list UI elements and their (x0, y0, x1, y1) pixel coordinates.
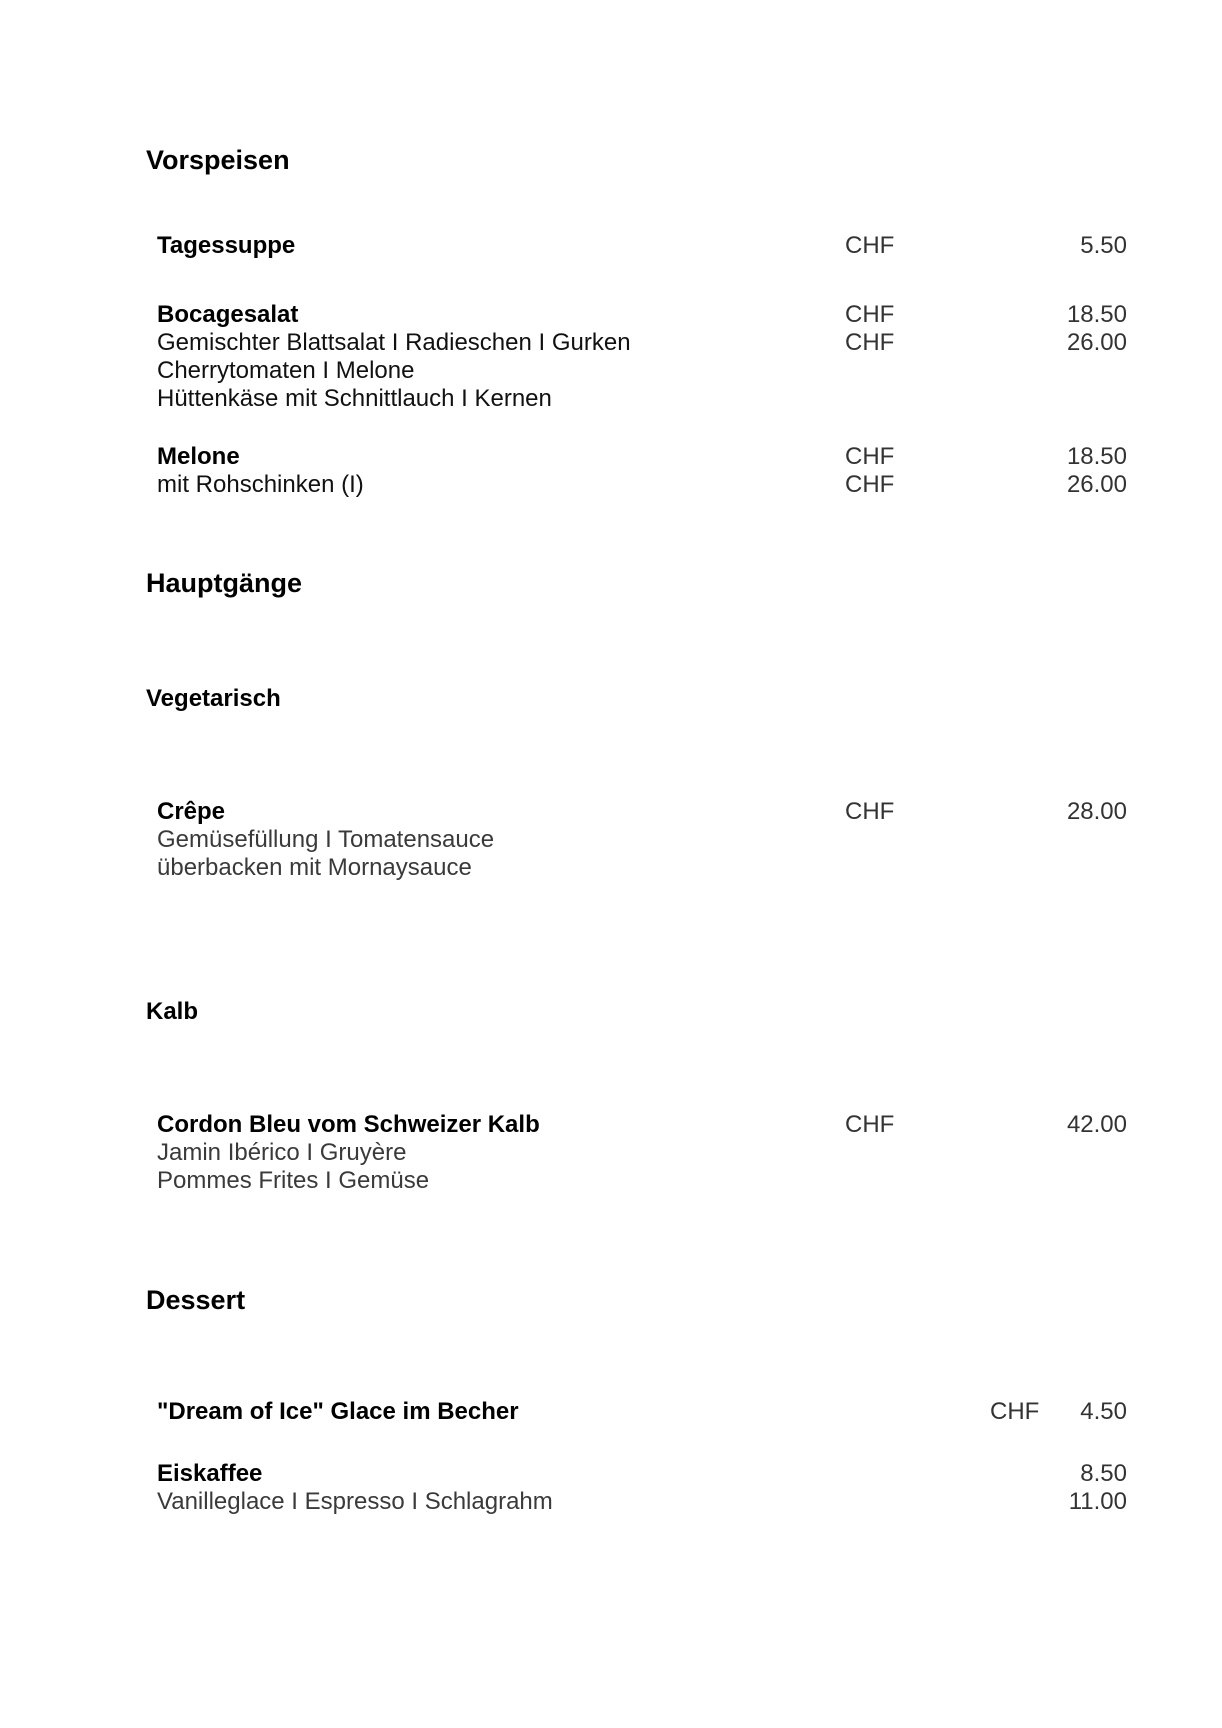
subsection-title-kalb: Kalb (146, 998, 199, 1025)
item-price: 8.50 (1080, 1460, 1127, 1487)
menu-item-eiskaffee (157, 1460, 1127, 1516)
item-description: Pommes Frites I Gemüse (157, 1167, 430, 1194)
item-description: mit Rohschinken (I) (157, 471, 364, 498)
item-currency: CHF (845, 443, 895, 470)
item-currency: CHF (845, 301, 895, 328)
subsection-title-vegetarisch: Vegetarisch (146, 685, 281, 712)
item-description: Gemüsefüllung I Tomatensauce (157, 826, 495, 853)
section-title-hauptgaenge: Hauptgänge (146, 568, 303, 598)
item-name: Melone (157, 443, 240, 470)
item-name: Bocagesalat (157, 301, 299, 328)
item-name: Cordon Bleu vom Schweizer Kalb (157, 1111, 540, 1138)
item-price: 4.50 (1080, 1398, 1127, 1425)
item-currency-large: CHF (845, 329, 895, 356)
menu-item-dream-of-ice (157, 1398, 1127, 1426)
item-price: 18.50 (1066, 443, 1127, 470)
item-name: Tagessuppe (157, 232, 296, 259)
item-description: überbacken mit Mornaysauce (157, 854, 472, 881)
item-price: 28.00 (1066, 798, 1127, 825)
menu-item-bocagesalat (157, 301, 1127, 413)
menu-item-cordon-bleu (157, 1111, 1127, 1195)
item-price-large: 26.00 (1066, 471, 1127, 498)
item-name: "Dream of Ice" Glace im Becher (157, 1398, 519, 1425)
item-currency-large: CHF (845, 471, 895, 498)
item-description: Vanilleglace I Espresso I Schlagrahm (157, 1488, 553, 1515)
item-price-large: 11.00 (1068, 1488, 1127, 1515)
section-title-vorspeisen: Vorspeisen (146, 145, 290, 175)
item-name: Crêpe (157, 798, 226, 825)
item-price-large: 26.00 (1066, 329, 1127, 356)
menu-item-tagessuppe (157, 232, 1127, 260)
item-price: 18.50 (1066, 301, 1127, 328)
item-description: Hüttenkäse mit Schnittlauch I Kernen (157, 385, 552, 412)
item-description: Jamin Ibérico I Gruyère (157, 1139, 407, 1166)
item-name: Eiskaffee (157, 1460, 263, 1487)
item-currency: CHF (845, 1111, 895, 1138)
menu-item-melone (157, 443, 1127, 499)
item-currency: CHF (990, 1398, 1040, 1425)
item-description: Gemischter Blattsalat I Radieschen I Gurken (157, 329, 631, 356)
item-currency: CHF (845, 232, 895, 259)
item-description: Cherrytomaten I Melone (157, 357, 415, 384)
item-price: 5.50 (1080, 232, 1127, 259)
menu-item-crepe (157, 798, 1127, 882)
item-price: 42.00 (1066, 1111, 1127, 1138)
section-title-dessert: Dessert (146, 1285, 246, 1315)
item-currency: CHF (845, 798, 895, 825)
